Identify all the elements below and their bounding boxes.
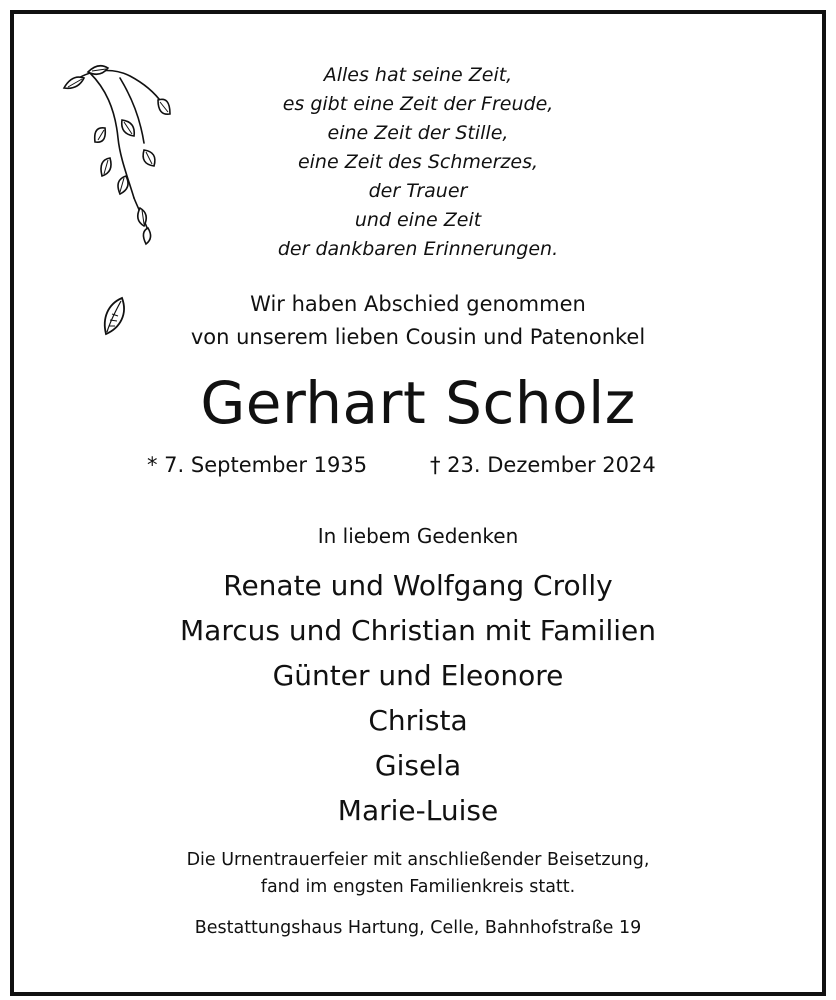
poem-line: der Trauer <box>368 180 468 202</box>
notice-line: fand im engsten Familienkreis statt. <box>260 877 576 897</box>
poem-line: eine Zeit des Schmerzes, <box>297 151 539 173</box>
memory-phrase: In liebem Gedenken <box>317 524 519 548</box>
death-date: † 23. Dezember 2024 <box>430 453 656 477</box>
birth-date: * 7. September 1935 <box>147 453 368 477</box>
poem-line: und eine Zeit <box>354 209 482 231</box>
mourner-name: Marie-Luise <box>337 794 499 827</box>
mourner-name: Marcus und Christian mit Familien <box>180 614 656 647</box>
poem-line: es gibt eine Zeit der Freude, <box>282 93 554 115</box>
undertaker-info: Bestattungshaus Hartung, Celle, Bahnhofstraße 19 <box>194 918 642 938</box>
notice-line: Die Urnentrauerfeier mit anschließender Beisetzung, <box>186 850 650 870</box>
deceased-name: Gerhart Scholz <box>200 369 636 437</box>
poem <box>0 61 836 264</box>
funeral-notice <box>0 847 836 901</box>
mourner-name: Renate und Wolfgang Crolly <box>223 569 613 602</box>
mourner-name: Gisela <box>374 749 462 782</box>
mourner-name: Christa <box>368 704 468 737</box>
intro-text <box>0 288 836 354</box>
intro-line: von unserem lieben Cousin und Patenonkel <box>190 325 646 349</box>
mourner-name: Günter und Eleonore <box>272 659 564 692</box>
intro-line: Wir haben Abschied genommen <box>250 292 586 316</box>
mourners-list <box>0 563 836 833</box>
poem-line: der dankbaren Erinnerungen. <box>277 238 559 260</box>
poem-line: eine Zeit der Stille, <box>327 122 509 144</box>
poem-line: Alles hat seine Zeit, <box>323 64 513 86</box>
